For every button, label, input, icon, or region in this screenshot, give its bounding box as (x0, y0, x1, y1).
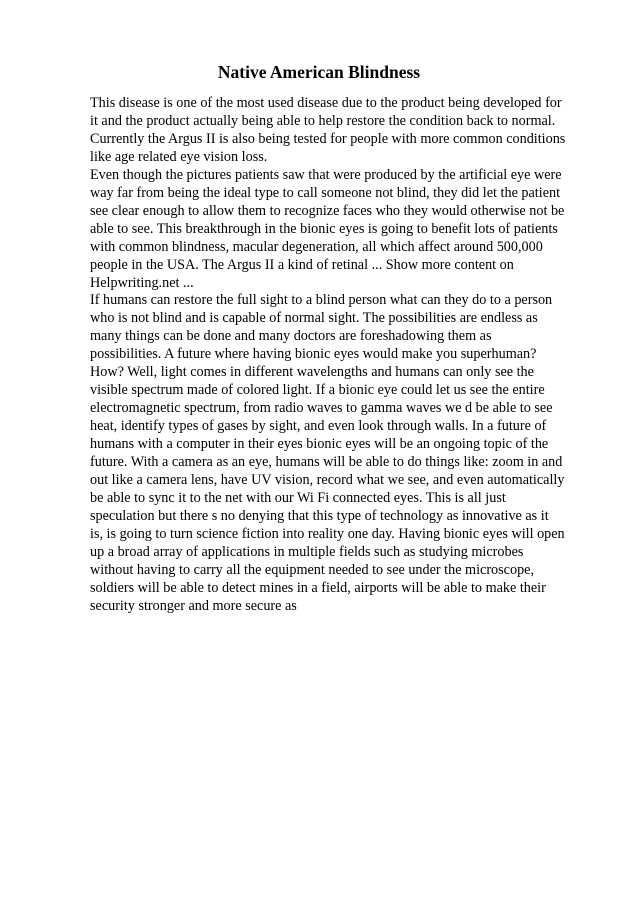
text-line: able to see. This breakthrough in the bionic eyes is going to benefit lots of patients (90, 220, 558, 237)
text-line: without having to carry all the equipment needed to see under the microscope, (90, 561, 535, 578)
document-title: Native American Blindness (217, 62, 421, 82)
text-line: security stronger and more secure as (90, 597, 297, 614)
text-line: with common blindness, macular degeneration, all which affect around 500,000 (90, 238, 543, 255)
text-line: How? Well, light comes in different wavelengths and humans can only see the (90, 364, 534, 381)
text-line: many things can be done and many doctors are foreshadowing them as (90, 328, 492, 345)
text-line: like age related eye vision loss. (90, 148, 268, 165)
text-line: possibilities. A future where having bionic eyes would make you superhuman? (90, 346, 537, 363)
text-line: visible spectrum made of colored light. If a bionic eye could let us see the entire (90, 382, 545, 399)
text-line: humans with a computer in their eyes bionic eyes will be an ongoing topic of the (90, 436, 549, 453)
text-line: is, is going to turn science fiction into reality one day. Having bionic eyes will open (90, 525, 565, 542)
text-line: it and the product actually being able to help restore the condition back to normal. (90, 112, 556, 129)
text-line: Helpwriting.net ... (90, 274, 194, 291)
text-line: speculation but there s no denying that this type of technology as innovative as it (90, 507, 549, 524)
text-line: out like a camera lens, have UV vision, record what we see, and even automatically (90, 472, 565, 489)
text-line: see clear enough to allow them to recognize faces who they would otherwise not be (90, 202, 565, 219)
text-line: electromagnetic spectrum, from radio waves to gamma waves we d be able to see (90, 400, 553, 417)
text-line: This disease is one of the most used disease due to the product being developed for (90, 95, 562, 111)
text-line: Currently the Argus II is also being tested for people with more common conditions (90, 130, 566, 147)
text-line: be able to sync it to the net with our Wi Fi connected eyes. This is all just (90, 489, 506, 506)
text-line: way far from being the ideal type to call someone not blind, they did let the patient (90, 184, 561, 201)
text-line: If humans can restore the full sight to a blind person what can they do to a person (90, 292, 553, 309)
text-line: Even though the pictures patients saw that were produced by the artificial eye were (90, 166, 562, 183)
text-line: heat, identify types of gases by sight, and even look through walls. In a future of (90, 418, 547, 435)
document-body (90, 95, 590, 616)
text-line: people in the USA. The Argus II a kind of retinal ... Show more content on (90, 256, 514, 273)
text-line: future. With a camera as an eye, humans will be able to do things like: zoom in and (90, 454, 563, 471)
text-line: up a broad array of applications in multiple fields such as studying microbes (90, 543, 524, 560)
text-line: soldiers will be able to detect mines in a field, airports will be able to make their (90, 579, 546, 596)
text-line: who is not blind and is capable of normal sight. The possibilities are endless as (90, 310, 538, 327)
